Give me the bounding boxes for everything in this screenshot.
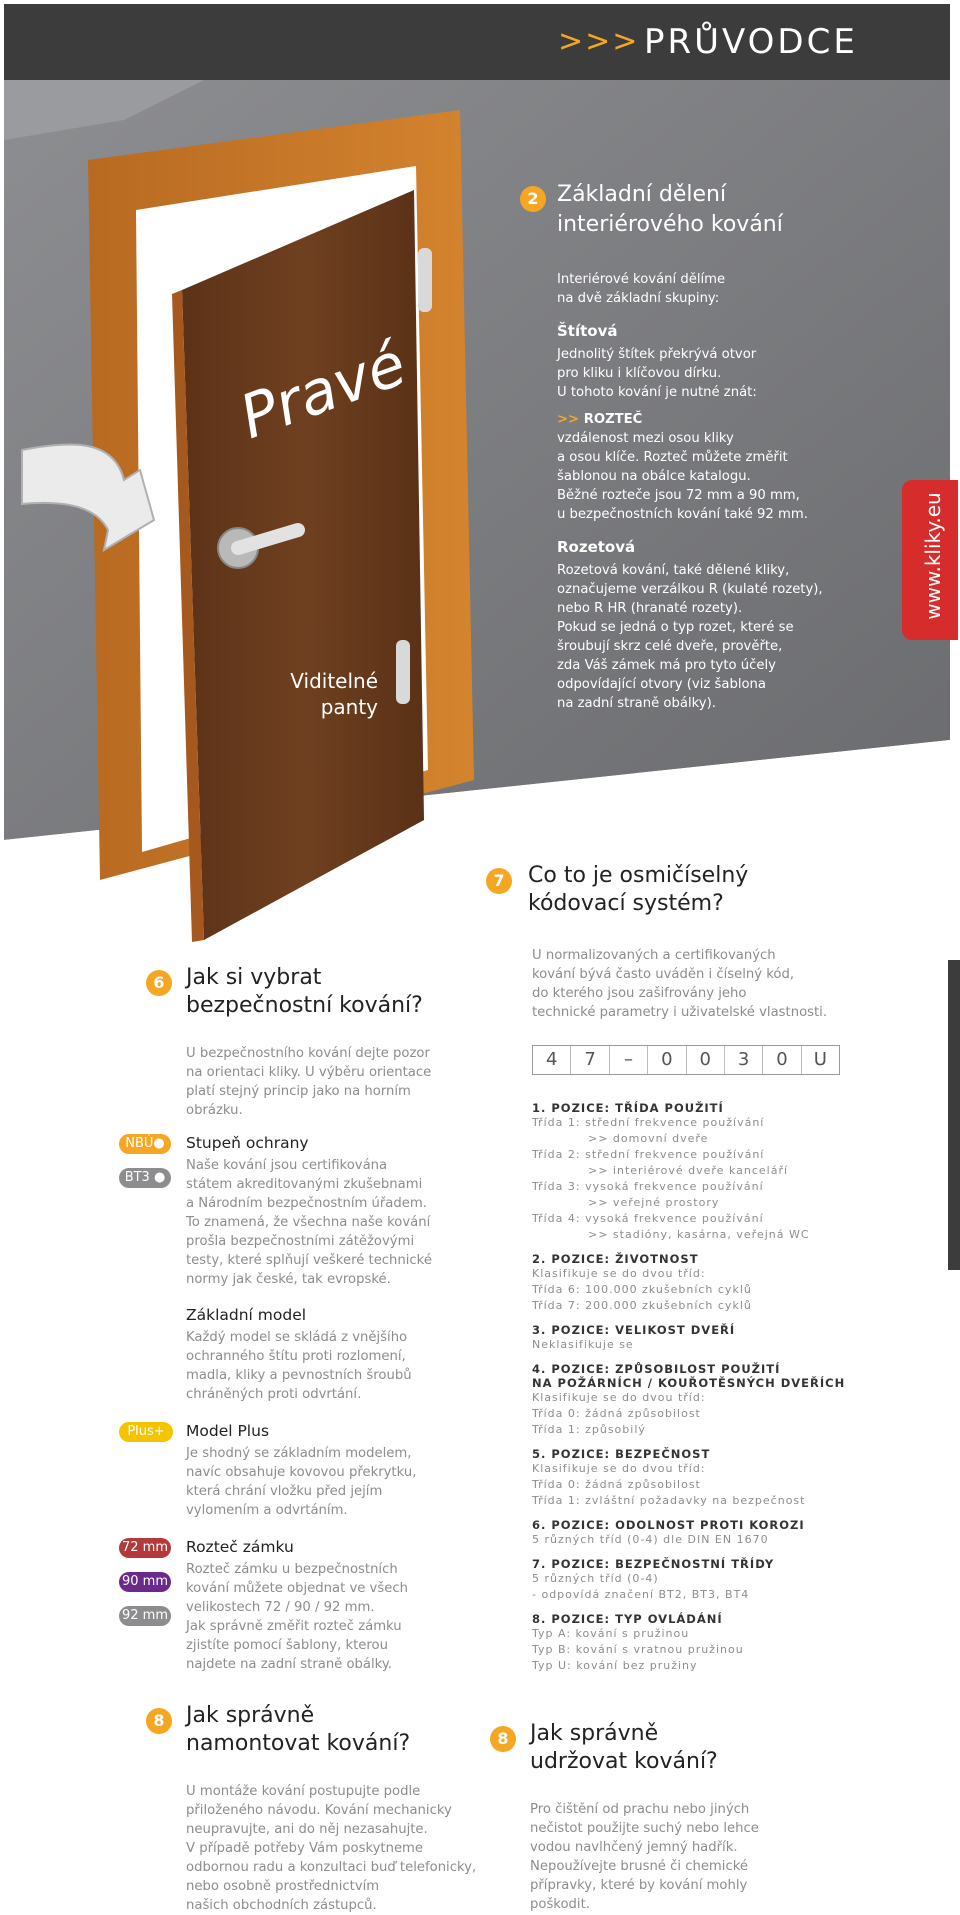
- section-number-badge: 8: [146, 1708, 172, 1734]
- hinge-icon: [418, 248, 432, 312]
- text-line: a osou klíče. Rozteč můžete změřit: [557, 450, 788, 465]
- section-intro: [186, 1044, 486, 1120]
- text-line: na orientaci kliky. U výběru orientace: [186, 1065, 432, 1080]
- subheading: Stupeň ochrany: [186, 1134, 309, 1152]
- text-line: poškodit.: [530, 1897, 590, 1912]
- lock-spacing-block: [186, 1538, 486, 1674]
- text-line: chráněných proti odvrtání.: [186, 1387, 362, 1402]
- text-line: neupravujte, ani do něj nezasahujte.: [186, 1822, 428, 1837]
- page-edge-strip: [948, 960, 960, 1270]
- section-number-badge: 7: [486, 868, 512, 894]
- roztec-title: ROZTEČ: [583, 412, 643, 427]
- title-line: bezpečnostní kování?: [186, 993, 423, 1018]
- badge-92mm: 92 mm: [119, 1606, 171, 1626]
- position-title: 5. POZICE: BEZPEČNOST: [532, 1447, 711, 1461]
- text-line: najdete na zadní straně obálky.: [186, 1657, 392, 1672]
- title-line: Základní dělení: [557, 182, 727, 207]
- position-line: Třída 0: žádná způsobilost: [532, 1407, 701, 1420]
- model-plus-block: [186, 1422, 486, 1520]
- header-arrows: >>>: [558, 24, 640, 59]
- text-line: zda Váš zámek má pro tyto účely: [557, 658, 776, 673]
- text-line: U bezpečnostního kování dejte pozor: [186, 1046, 430, 1061]
- hinges-label-line: Viditelné: [290, 669, 378, 693]
- text-line: vylomením a odvrtáním.: [186, 1503, 348, 1518]
- roztec-heading: [557, 410, 857, 429]
- subheading: Model Plus: [186, 1422, 270, 1440]
- text-line: Rozteč zámku u bezpečnostních: [186, 1562, 398, 1577]
- text-line: na zadní straně obálky).: [557, 696, 716, 711]
- position-line: >> interiérové dveře kanceláří: [588, 1164, 789, 1177]
- section-title: [186, 1702, 486, 1758]
- badge-plus: Plus+: [119, 1422, 173, 1442]
- position-line: Třída 3: vysoká frekvence používání: [532, 1180, 764, 1193]
- badge-72mm: 72 mm: [119, 1538, 171, 1558]
- text-line: Pro čištění od prachu nebo jiných: [530, 1802, 750, 1817]
- title-line: Jak správně: [530, 1721, 659, 1746]
- text-line: do kterého jsou zašifrovány jeho: [532, 986, 747, 1001]
- title-line: Jak správně: [186, 1703, 315, 1728]
- text-line: vodou navlhčený jemný hadřík.: [530, 1840, 738, 1855]
- position-line: 5 různých tříd (0-4): [532, 1572, 659, 1585]
- hinges-label: [274, 668, 378, 720]
- text-line: V případě potřeby Vám poskytneme: [186, 1841, 424, 1856]
- website-tab[interactable]: [902, 480, 958, 640]
- text-line: odpovídající otvory (viz šablona: [557, 677, 766, 692]
- title-line: Jak si vybrat: [186, 965, 322, 990]
- position-line: Třída 1: způsobilý: [532, 1423, 646, 1436]
- code-digit: 7: [571, 1046, 609, 1074]
- position-line: Neklasifikuje se: [532, 1338, 634, 1351]
- hinge-icon: [396, 640, 410, 704]
- door-direction-label: Pravé: [231, 329, 415, 453]
- subheading: Štítová: [557, 322, 618, 340]
- text-line: na dvě základní skupiny:: [557, 291, 720, 306]
- text-line: šablonou na obálce katalogu.: [557, 469, 751, 484]
- position-line: Třída 6: 100.000 zkušebních cyklů: [532, 1283, 752, 1296]
- text-line: platí stejný princip jako na horním: [186, 1084, 411, 1099]
- text-line: U montáže kování postupujte podle: [186, 1784, 421, 1799]
- text-line: vzdálenost mezi osou kliky: [557, 431, 734, 446]
- position-line: >> domovní dveře: [588, 1132, 709, 1145]
- text-line: Naše kování jsou certifikována: [186, 1158, 388, 1173]
- text-line: přiloženého návodu. Kování mechanicky: [186, 1803, 452, 1818]
- text-line: Každý model se skládá z vnějšího: [186, 1330, 408, 1345]
- text-line: ochranného štítu proti rozlomení,: [186, 1349, 406, 1364]
- text-line: navíc obsahuje kovovou překrytku,: [186, 1465, 417, 1480]
- text-line: Pokud se jedná o typ rozet, které se: [557, 620, 794, 635]
- arrow-marker: >>: [557, 412, 580, 427]
- section-body: [186, 1782, 496, 1915]
- text-line: obrázku.: [186, 1103, 243, 1118]
- text-line: našich obchodních zástupců.: [186, 1898, 377, 1913]
- text-line: nebo R HR (hranaté rozety).: [557, 601, 743, 616]
- code-digit: 0: [687, 1046, 725, 1074]
- position-line: Klasifikuje se do dvou tříd:: [532, 1267, 706, 1280]
- text-line: kování bývá často uváděn i číselný kód,: [532, 967, 795, 982]
- text-line: velikostech 72 / 90 / 92 mm.: [186, 1600, 375, 1615]
- section-body: [557, 270, 857, 713]
- text-line: označujeme verzálkou R (kulaté rozety),: [557, 582, 823, 597]
- text-line: Běžné rozteče jsou 72 mm a 90 mm,: [557, 488, 800, 503]
- position-title: 1. POZICE: TŘÍDA POUŽITÍ: [532, 1101, 724, 1115]
- code-box: [532, 1045, 840, 1075]
- text-line: U normalizovaných a certifikovaných: [532, 948, 776, 963]
- hinges-label-line: panty: [320, 695, 378, 719]
- section-title: [530, 1720, 830, 1776]
- position-line: Klasifikuje se do dvou tříd:: [532, 1462, 706, 1475]
- text-line: zjistíte pomocí šablony, kterou: [186, 1638, 388, 1653]
- title-line: interiérového kování: [557, 212, 783, 237]
- position-line: Třída 0: žádná způsobilost: [532, 1478, 701, 1491]
- text-line: prošla bezpečnostními zátěžovými: [186, 1234, 415, 1249]
- badge-bt3: BT3 ●: [119, 1168, 171, 1188]
- text-line: odbornou radu a konzultaci buď telefonicky,: [186, 1860, 477, 1875]
- text-line: a Národním bezpečnostním úřadem.: [186, 1196, 427, 1211]
- code-digit: –: [610, 1046, 648, 1074]
- text-line: technické parametry i uživatelské vlastnosti.: [532, 1005, 828, 1020]
- section-number-badge: 6: [146, 970, 172, 996]
- section-body: [530, 1800, 840, 1914]
- text-line: šroubují skrz celé dveře, prověřte,: [557, 639, 783, 654]
- text-line: nečistot použijte suchý nebo lehce: [530, 1821, 759, 1836]
- section-intro: [532, 946, 872, 1022]
- position-line: Třída 1: zvláštní požadavky na bezpečnost: [532, 1494, 806, 1507]
- position-line: 5 různých tříd (0-4) dle DIN EN 1670: [532, 1533, 769, 1546]
- position-line: >> stadióny, kasárna, veřejná WC: [588, 1228, 810, 1241]
- code-positions-list: [532, 1092, 892, 1674]
- text-line: normy jak české, tak evropské.: [186, 1272, 391, 1287]
- position-line: Třída 1: střední frekvence používání: [532, 1116, 765, 1129]
- title-line: kódovací systém?: [528, 891, 724, 916]
- code-digit: 0: [763, 1046, 801, 1074]
- subheading: Rozteč zámku: [186, 1538, 294, 1556]
- position-title: NA POŽÁRNÍCH / KOUŘOTĚSNÝCH DVEŘÍCH: [532, 1376, 846, 1390]
- text-line: Interiérové kování dělíme: [557, 272, 726, 287]
- badge-nbu: NBÚ●: [119, 1134, 171, 1154]
- protection-level-block: [186, 1134, 486, 1289]
- code-digit: 0: [648, 1046, 686, 1074]
- position-title: 8. POZICE: TYP OVLÁDÁNÍ: [532, 1612, 723, 1626]
- position-line: Typ A: kování s pružinou: [532, 1627, 690, 1640]
- subheading: Základní model: [186, 1306, 307, 1324]
- position-line: Klasifikuje se do dvou tříd:: [532, 1391, 706, 1404]
- position-line: Třída 4: vysoká frekvence používání: [532, 1212, 764, 1225]
- text-line: u bezpečnostních kování také 92 mm.: [557, 507, 808, 522]
- position-title: 4. POZICE: ZPŮSOBILOST POUŽITÍ: [532, 1362, 781, 1376]
- code-digit: U: [813, 1049, 827, 1070]
- text-line: testy, které splňují veškeré technické: [186, 1253, 432, 1268]
- text-line: pro kliku i klíčovou dírku.: [557, 366, 722, 381]
- text-line: To znamená, že všechna naše kování: [186, 1215, 431, 1230]
- section-number-badge: 2: [520, 186, 546, 212]
- position-line: - odpovídá značení BT2, BT3, BT4: [532, 1588, 750, 1601]
- code-digit: 4: [533, 1046, 571, 1074]
- door-leaf: [182, 190, 424, 940]
- text-line: přípravky, které by kování mohly: [530, 1878, 748, 1893]
- code-digit: 3: [725, 1046, 763, 1074]
- position-line: Třída 7: 200.000 zkušebních cyklů: [532, 1299, 752, 1312]
- position-title: 2. POZICE: ŽIVOTNOST: [532, 1252, 699, 1266]
- basic-model-block: [186, 1306, 486, 1404]
- website-url[interactable]: www.kliky.eu: [921, 492, 945, 620]
- text-line: Jak správně změřit rozteč zámku: [186, 1619, 402, 1634]
- text-line: U tohoto kování je nutné znát:: [557, 385, 757, 400]
- text-line: Nepoužívejte brusné či chemické: [530, 1859, 748, 1874]
- position-title: 3. POZICE: VELIKOST DVEŘÍ: [532, 1323, 736, 1337]
- text-line: Je shodný se základním modelem,: [186, 1446, 412, 1461]
- text-line: Jednolitý štítek překrývá otvor: [557, 347, 757, 362]
- badge-90mm: 90 mm: [119, 1572, 171, 1592]
- text-line: Rozetová kování, také dělené kliky,: [557, 563, 790, 578]
- section-number-badge: 8: [490, 1726, 516, 1752]
- title-line: udržovat kování?: [530, 1749, 718, 1774]
- section-title: [557, 180, 857, 240]
- position-title: 7. POZICE: BEZPEČNOSTNÍ TŘÍDY: [532, 1557, 775, 1571]
- page-header: [4, 4, 950, 80]
- position-line: Typ U: kování bez pružiny: [532, 1659, 698, 1672]
- text-line: madla, kliky a pevnostních šroubů: [186, 1368, 412, 1383]
- position-title: 6. POZICE: ODOLNOST PROTI KOROZI: [532, 1518, 805, 1532]
- section-title: [528, 862, 858, 918]
- subheading: Rozetová: [557, 538, 636, 556]
- text-line: která chrání vložku před jejím: [186, 1484, 383, 1499]
- text-line: státem akreditovanými zkušebnami: [186, 1177, 423, 1192]
- text-line: nebo osobně prostřednictvím: [186, 1879, 380, 1894]
- position-line: Třída 2: střední frekvence používání: [532, 1148, 765, 1161]
- text-line: kování můžete objednat ve všech: [186, 1581, 408, 1596]
- position-line: Typ B: kování s vratnou pružinou: [532, 1643, 744, 1656]
- title-line: namontovat kování?: [186, 1731, 411, 1756]
- section-title: [186, 964, 486, 1020]
- title-line: Co to je osmičíselný: [528, 863, 749, 888]
- page-title: PRŮVODCE: [644, 22, 858, 62]
- position-line: >> veřejné prostory: [588, 1196, 720, 1209]
